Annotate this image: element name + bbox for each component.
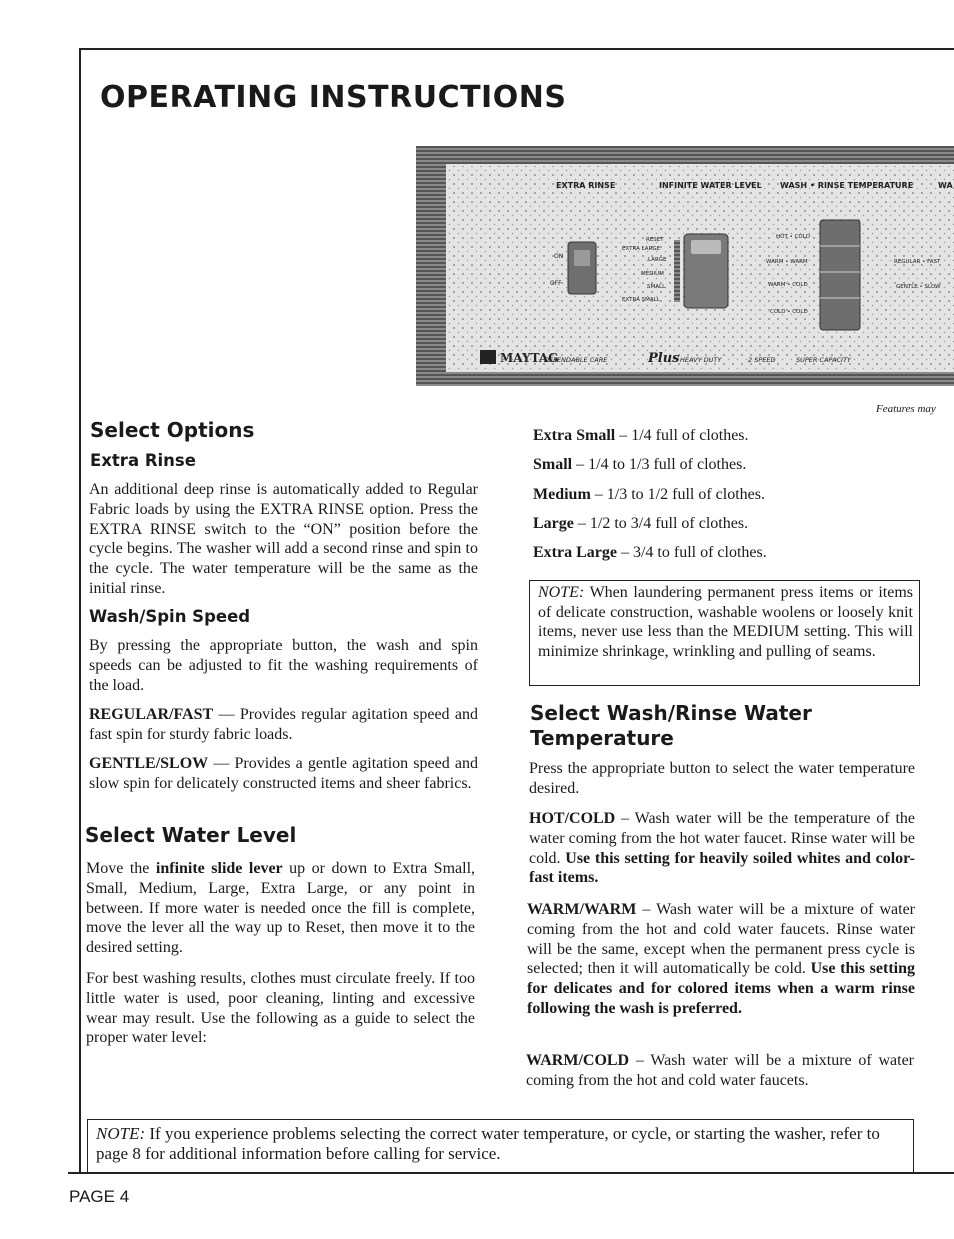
panel-label-regular-fast: REGULAR • FAST xyxy=(894,259,941,265)
panel-label-warm-warm: WARM • WARM xyxy=(766,259,808,265)
level-text: – 1/2 to 3/4 full of clothes. xyxy=(573,515,749,532)
wash-spin-paragraph: By pressing the appropriate button, the wash and spin speeds can be adjusted to fit the washing requirements of the load. xyxy=(89,637,478,694)
bottom-note-paragraph xyxy=(88,1120,913,1164)
panel-tagline-5: SUPER CAPACITY xyxy=(796,356,851,364)
gentle-slow-text: — Provides a gentle agitation speed and slow spin for delicately constructed items and sheer fabrics. xyxy=(89,755,478,792)
page-title: OPERATING INSTRUCTIONS xyxy=(100,80,567,115)
panel-label-large: LARGE xyxy=(648,257,667,263)
panel-label-extra-large: EXTRA LARGE xyxy=(622,246,661,252)
water-level-paragraph-1 xyxy=(86,859,475,958)
panel-label-water-level: INFINITE WATER LEVEL xyxy=(659,181,762,190)
level-term: Medium xyxy=(533,486,591,503)
page-number: PAGE 4 xyxy=(69,1187,130,1206)
maytag-logo-mark xyxy=(480,350,496,364)
gentle-slow-term: GENTLE/SLOW xyxy=(89,755,209,772)
level-term: Extra Large xyxy=(533,544,617,561)
level-text: – 1/4 to 1/3 full of clothes. xyxy=(572,456,747,473)
panel-label-extra-small: EXTRA SMALL xyxy=(622,297,660,303)
water-level-heading: Select Water Level xyxy=(85,823,297,847)
water-level-p1-c: up or down to Extra Small, Small, Medium, Large, Extra Large, or any point in between. If more water is needed once the fill is complete, move the lever all the way up to Reset, then move it to the desired setting. xyxy=(86,860,476,957)
panel-label-hot-cold: HOT • COLD xyxy=(776,234,811,240)
level-text: – 1/4 full of clothes. xyxy=(615,427,749,444)
panel-label-medium: MEDIUM xyxy=(641,271,664,277)
hot-cold-bold: Use this setting for heavily soiled whites and color-fast items. xyxy=(529,849,915,887)
panel-label-extra-rinse: EXTRA RINSE xyxy=(556,181,616,190)
features-note: Features may xyxy=(876,403,936,415)
temperature-heading: Select Wash/Rinse Water Temperature xyxy=(530,701,812,750)
panel-label-temperature: WASH • RINSE TEMPERATURE xyxy=(780,181,914,190)
regular-fast-text: — Provides regular agitation speed and fast spin for sturdy fabric loads. xyxy=(89,706,478,743)
panel-label-wa: WA xyxy=(938,181,953,190)
note-paragraph xyxy=(530,581,919,661)
panel-label-small: SMALL xyxy=(647,284,666,290)
select-options-heading: Select Options xyxy=(90,418,255,442)
panel-tagline-1: DEPENDABLE CARE xyxy=(544,356,608,364)
panel-label-gentle-slow: GENTLE • SLOW xyxy=(896,284,941,290)
level-term: Extra Small xyxy=(533,427,616,444)
level-small xyxy=(533,456,746,474)
level-large xyxy=(533,515,748,533)
level-term: Small xyxy=(533,456,573,473)
regular-fast-paragraph xyxy=(89,705,478,745)
hot-cold-term: HOT/COLD xyxy=(529,810,616,827)
panel-tagline-2: Plus xyxy=(648,351,680,366)
extra-rinse-switch xyxy=(568,242,596,294)
wash-spin-heading: Wash/Spin Speed xyxy=(89,607,251,626)
note-text: When laundering permanent press items or items of delicate construction, washable woolens or loosely knit items, never use less than the MEDIUM setting. This will minimize shrinkage, wrinkling and pulling of seams. xyxy=(538,584,913,660)
frame-top-rule xyxy=(80,48,954,50)
panel-brand: MAYTAG xyxy=(500,351,559,365)
panel-label-on: ON xyxy=(554,253,564,260)
bottom-note-text: If you experience problems selecting the correct water temperature, or cycle, or starting the washer, refer to page 8 for additional information before calling for service. xyxy=(96,1124,880,1163)
water-level-p1-a: Move the xyxy=(86,860,156,877)
level-extra-small xyxy=(533,427,749,445)
water-level-paragraph-2: For best washing results, clothes must circulate freely. If too little water is used, poor cleaning, linting and excessive wear may result. Use the following as a guide to select the proper water level: xyxy=(86,970,475,1047)
warm-cold-text: – Wash water will be a mixture of water coming from the hot and cold water faucets. xyxy=(526,1052,914,1089)
water-level-scale xyxy=(674,240,680,302)
panel-tagline-4: 2 SPEED xyxy=(748,356,776,364)
warm-warm-term: WARM/WARM xyxy=(527,901,637,918)
hot-cold-text: – Wash water will be the temperature of the water coming from the hot water faucet. Rinse water will be cold. xyxy=(529,810,915,867)
panel-label-off: OFF xyxy=(550,280,562,287)
bottom-note-label: NOTE: xyxy=(96,1124,146,1143)
panel-tagline-3: HEAVY DUTY xyxy=(680,356,722,364)
panel-label-cold-cold: COLD • COLD xyxy=(770,309,808,315)
washer-control-panel-illustration xyxy=(416,146,954,386)
level-text: – 1/3 to 1/2 full of clothes. xyxy=(590,486,765,503)
bottom-note-box xyxy=(87,1119,914,1173)
water-level-p1-bold: infinite slide lever xyxy=(155,860,283,877)
level-medium xyxy=(533,486,765,504)
hot-cold-paragraph xyxy=(529,809,915,888)
level-extra-large xyxy=(533,544,767,562)
frame-left-rule xyxy=(79,48,81,1173)
warm-warm-bold: Use this setting for delicates and for colored items when a warm rinse following the wash is preferred. xyxy=(527,960,916,1017)
gentle-slow-paragraph xyxy=(89,754,478,794)
extra-rinse-paragraph: An additional deep rinse is automatically added to Regular Fabric loads by using the EXTRA RINSE option. Press the EXTRA RINSE switch to the “ON” position before the cycle begins. The washer will add a second rinse and spin to the cycle. The water temperature will be the same as the initial rinse. xyxy=(89,481,478,597)
temperature-button-stack xyxy=(820,220,860,330)
extra-rinse-heading: Extra Rinse xyxy=(90,451,196,470)
note-label: NOTE: xyxy=(538,584,585,601)
panel-label-reset: RESET xyxy=(646,237,664,243)
panel-left-trim xyxy=(416,146,446,386)
regular-fast-term: REGULAR/FAST xyxy=(89,706,214,723)
level-term: Large xyxy=(533,515,574,532)
temperature-intro: Press the appropriate button to select the water temperature desired. xyxy=(529,760,915,797)
warm-cold-term: WARM/COLD xyxy=(526,1052,630,1069)
note-box xyxy=(529,580,920,686)
warm-cold-paragraph xyxy=(526,1051,914,1091)
warm-warm-paragraph xyxy=(527,900,915,1019)
warm-warm-text: – Wash water will be a mixture of water coming from the hot and cold water faucets. Rinse water will be the same, except when the permanent press cycle is selected; then it will automatically be cold. xyxy=(527,901,915,978)
panel-top-trim xyxy=(416,146,954,164)
panel-label-warm-cold: WARM • COLD xyxy=(768,282,808,288)
level-text: – 3/4 to full of clothes. xyxy=(616,544,767,561)
panel-bottom-trim xyxy=(416,372,954,386)
